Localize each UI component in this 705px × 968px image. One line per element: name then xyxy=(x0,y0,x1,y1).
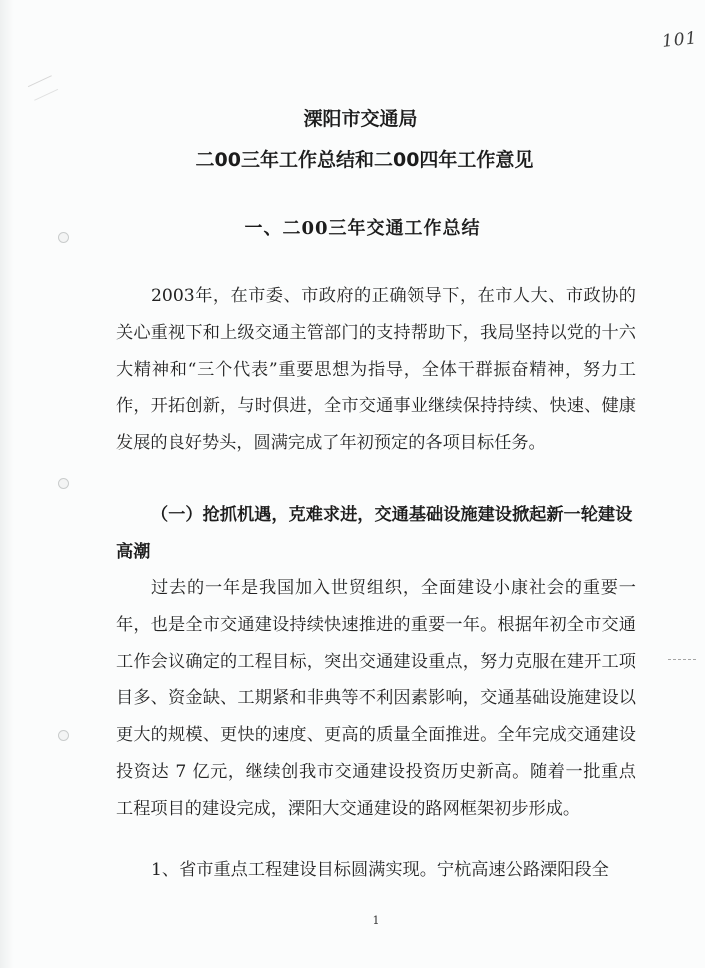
document-title: 溧阳市交通局 xyxy=(303,108,418,130)
subsection-heading: （一）抢抓机遇，克难求进，交通基础设施建设掀起新一轮建设高潮 xyxy=(116,505,633,562)
margin-dash-mark xyxy=(668,659,696,660)
intro-paragraph: 2003年，在市委、市政府的正确领导下，在市人大、市政协的关心重视下和上级交通主管部门的支持帮助下，我局坚持以党的十六大精神和“三个代表”重要思想为指导，全体干群振奋精神，努力工作，开拓创新，与时俱进，全市交通事业继续保持持续、快速、健康发展的良好势头，圆满完成了年初预定的各项目标任务。 xyxy=(116,286,636,454)
page-number: 1 xyxy=(372,914,380,927)
document-subtitle: 二00三年工作总结和二00四年工作意见 xyxy=(195,149,534,171)
punch-hole xyxy=(58,730,69,741)
section-heading: 一、二00三年交通工作总结 xyxy=(244,218,481,239)
body-paragraph: 过去的一年是我国加入世贸组织，全面建设小康社会的重要一年，也是全市交通建设持续快速推进的重要一年。根据年初全市交通工作会议确定的工程目标，突出交通建设重点，努力克服在建开工项目多、资金缺、工期紧和非典等不利因素影响，交通基础设施建设以更大的规模、更快的速度、更高的质量全面推进。全年完成交通建设投资达 7 亿元，继续创我市交通建设投资历史新高。随着一批重点工程项目的建设完成，溧阳大交通建设的路网框架初步形成。 xyxy=(116,578,636,819)
pencil-scribble xyxy=(28,75,58,100)
handwritten-page-note: 101 xyxy=(661,28,699,52)
list-item-paragraph: 1、省市重点工程建设目标圆满实现。宁杭高速公路溧阳段全 xyxy=(151,860,609,880)
punch-hole xyxy=(58,478,69,489)
